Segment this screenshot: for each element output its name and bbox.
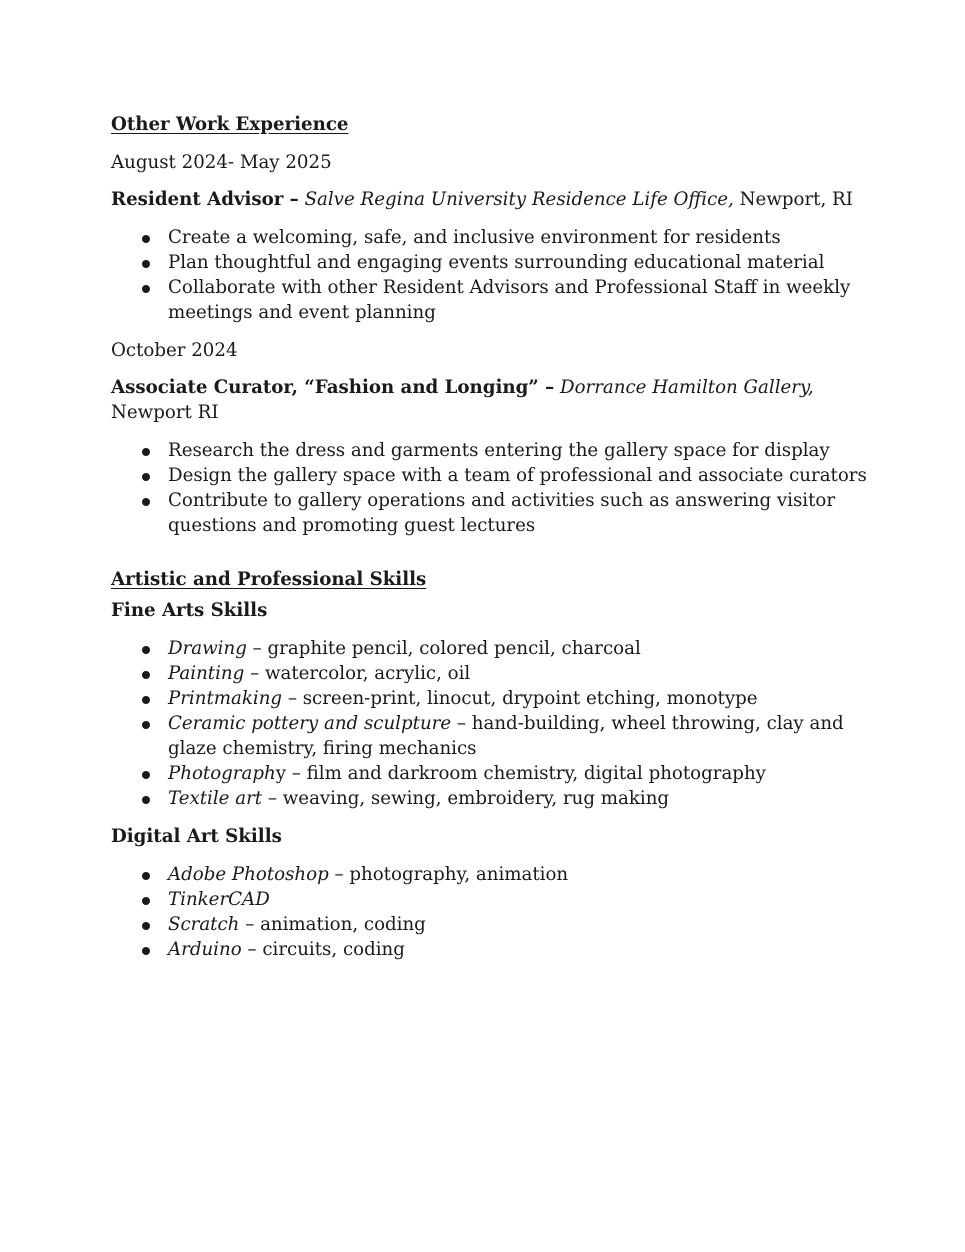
list-item: Drawing – graphite pencil, colored pencil, charcoal [111,636,871,661]
job-duties-list [111,438,871,538]
bullet-icon [142,671,150,679]
job-duties-list [111,225,871,325]
resume-page [111,112,871,962]
digital-art-list [111,862,871,962]
job-location: Newport RI [111,402,219,423]
list-item: Adobe Photoshop – photography, animation [111,862,871,887]
bullet-icon [142,922,150,930]
bullet-icon [142,498,150,506]
job-organization: Dorrance Hamilton Gallery, [559,377,814,398]
work-experience-heading: Other Work Experience [111,114,349,135]
bullet-icon [142,947,150,955]
list-item: Research the dress and garments entering the gallery space for display [111,438,871,463]
job-location: Newport, RI [739,189,853,210]
list-item: TinkerCAD [111,887,871,912]
list-item: Painting – watercolor, acrylic, oil [111,661,871,686]
bullet-icon [142,473,150,481]
job-role: Associate Curator, “Fashion and Longing” – [111,377,555,398]
list-item: Photography – film and darkroom chemistry, digital photography [111,761,871,786]
bullet-icon [142,260,150,268]
bullet-icon [142,646,150,654]
list-item: Textile art – weaving, sewing, embroidery, rug making [111,786,871,811]
list-item: Scratch – animation, coding [111,912,871,937]
skills-heading: Artistic and Professional Skills [111,569,427,590]
list-item: Design the gallery space with a team of professional and associate curators [111,463,871,488]
digital-art-heading: Digital Art Skills [111,826,282,847]
list-item: Plan thoughtful and engaging events surrounding educational material [111,250,871,275]
list-item: Collaborate with other Resident Advisors and Professional Staff in weekly meetings and event planning [111,275,871,325]
bullet-icon [142,448,150,456]
bullet-icon [142,285,150,293]
bullet-icon [142,235,150,243]
bullet-icon [142,696,150,704]
bullet-icon [142,796,150,804]
fine-arts-heading: Fine Arts Skills [111,600,268,621]
bullet-icon [142,721,150,729]
bullet-icon [142,872,150,880]
list-item: Contribute to gallery operations and activities such as answering visitor questions and promoting guest lectures [111,488,871,538]
list-item: Printmaking – screen-print, linocut, drypoint etching, monotype [111,686,871,711]
job-title-line [111,187,871,212]
fine-arts-list [111,636,871,811]
list-item: Create a welcoming, safe, and inclusive environment for residents [111,225,871,250]
job-organization: Salve Regina University Residence Life Office, [304,189,734,210]
job-title-line [111,375,871,425]
job-dates: October 2024 [111,340,238,361]
list-item: Ceramic pottery and sculpture – hand-building, wheel throwing, clay and glaze chemistry, firing mechanics [111,711,871,761]
bullet-icon [142,771,150,779]
job-dates: August 2024- May 2025 [111,152,332,173]
job-role: Resident Advisor – [111,189,299,210]
list-item: Arduino – circuits, coding [111,937,871,962]
bullet-icon [142,897,150,905]
